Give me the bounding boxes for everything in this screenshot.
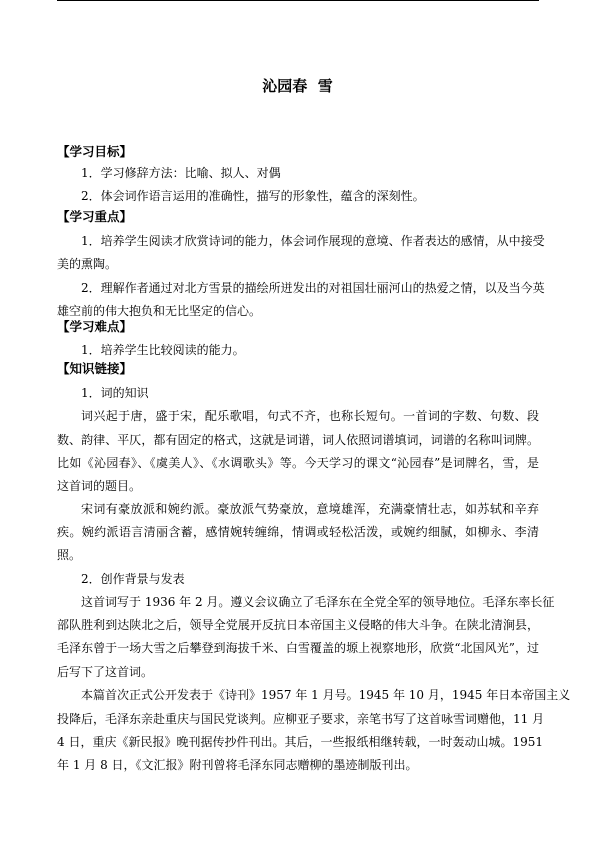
knowledge-line-13: 投降后，毛泽东亲赴重庆与国民党谈判。应柳亚子要求，亲笔书写了这首咏雪词赠他，11 月: [57, 712, 545, 726]
heading-key-points: 【学习重点】: [57, 209, 133, 224]
knowledge-line-5: 宋词有豪放派和婉约派。豪放派气势豪放，意境雄浑，充满豪情壮志，如苏轼和辛弃: [81, 502, 539, 516]
knowledge-subheading-1: 1．词的知识: [81, 386, 149, 400]
header-rule: [57, 0, 539, 1]
knowledge-line-10: 毛泽东曾于一场大雪之后攀登到海拔千米、白雪覆盖的塬上视察地形，欣赏“北国风光”，过: [57, 641, 539, 655]
knowledge-line-8: 这首词写于 1936 年 2 月。遵义会议确立了毛泽东在全党全军的领导地位。毛泽东率长征: [81, 595, 555, 609]
key-points-line-1: 1．培养学生阅读才欣赏诗词的能力，体会词作展现的意境、作者表达的感情，从中接受: [81, 234, 545, 248]
knowledge-line-1: 词兴起于唐，盛于宋，配乐歌唱，句式不齐，也称长短句。一首词的字数、句数、段: [81, 409, 539, 423]
goals-line-1: 1．学习修辞方法：比喻、拟人、对偶: [81, 166, 281, 180]
knowledge-line-3: 比如《沁园春》、《虞美人》、《水调歌头》等。今天学习的课文“沁园春”是词牌名，雪，是: [57, 456, 539, 470]
key-points-line-3: 2．理解作者通过对北方雪景的描绘所迸发出的对祖国壮丽河山的热爱之情，以及当今英: [81, 281, 545, 295]
knowledge-line-14: 4 日，重庆《新民报》晚刊据传抄件刊出。其后，一些报纸相继转载，一时轰动山城。1951: [57, 735, 543, 749]
key-points-line-4: 雄空前的伟大抱负和无比坚定的信心。: [57, 304, 262, 318]
knowledge-line-12: 本篇首次正式公开发表于《诗刊》1957 年 1 月号。1945 年 10 月，1945 年日本帝国主义: [81, 688, 571, 702]
knowledge-line-9: 部队胜利到达陕北之后，领导全党展开反抗日本帝国主义侵略的伟大斗争。在陕北清涧县，: [57, 618, 539, 632]
difficulties-line-1: 1．培养学生比较阅读的能力。: [81, 343, 245, 357]
knowledge-line-15: 年 1 月 8 日，《文汇报》附刊曾将毛泽东同志赠柳的墨迹制版刊出。: [57, 758, 418, 772]
knowledge-line-6: 疾。婉约派语言清丽含蓄，感情婉转缠绵，情调或轻松活泼，或婉约细腻，如柳永、李清: [57, 525, 539, 539]
knowledge-line-7: 照。: [57, 548, 82, 562]
heading-difficulties: 【学习难点】: [57, 319, 133, 334]
key-points-line-2: 美的熏陶。: [57, 257, 118, 271]
knowledge-subheading-2: 2．创作背景与发表: [81, 572, 185, 586]
heading-knowledge-links: 【知识链接】: [57, 361, 133, 376]
knowledge-line-4: 这首词的题目。: [57, 479, 142, 493]
page-title: 沁园春 雪: [262, 77, 333, 95]
knowledge-line-11: 后写下了这首词。: [57, 665, 154, 679]
heading-learning-goals: 【学习目标】: [57, 144, 133, 159]
goals-line-2: 2．体会词作语言运用的准确性，描写的形象性，蕴含的深刻性。: [81, 189, 425, 203]
knowledge-line-2: 数、韵律、平仄，都有固定的格式，这就是词谱，词人依照词谱填词，词谱的名称叫词牌。: [57, 433, 539, 447]
